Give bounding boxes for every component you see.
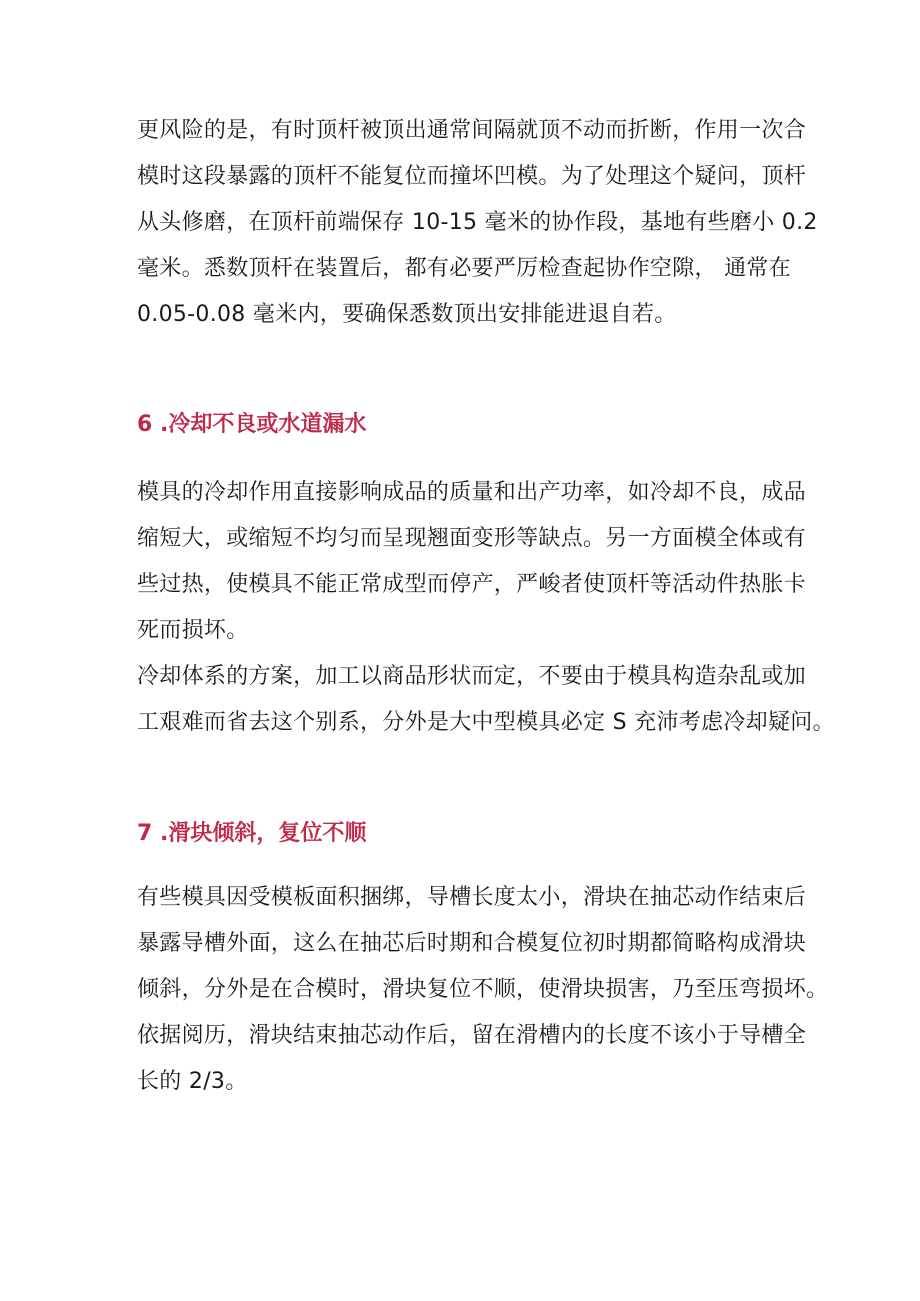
section-6-body [137, 470, 835, 746]
text-line: 从头修磨，在顶杆前端保存 10-15 毫米的协作段，基地有些磨小 0.2 [137, 210, 818, 235]
text-line: 依据阅历，滑块结束抽芯动作后，留在滑槽内的长度不该小于导槽全 [137, 1023, 807, 1048]
text-line: 有些模具因受模板面积捆绑，导槽长度太小，滑块在抽芯动作结束后 [137, 885, 807, 910]
text-line: 冷却体系的方案，加工以商品形状而定，不要由于模具构造杂乱或加 [137, 664, 807, 689]
text-line: 缩短大，或缩短不均匀而呈现翘面变形等缺点。另一方面模全体或有 [137, 526, 807, 551]
text-line: 长的 2/3。 [137, 1069, 248, 1094]
text-line: 更风险的是，有时顶杆被顶出通常间隔就顶不动而折断，作用一次合 [137, 118, 807, 143]
text-line: 死而损坏。 [137, 618, 249, 643]
text-line: 暴露导槽外面，这么在抽芯后时期和合模复位初时期都简略构成滑块 [137, 931, 807, 956]
text-line: 倾斜，分外是在合模时，滑块复位不顺，使滑块损害，乃至压弯损坏。 [137, 977, 829, 1002]
text-line: 0.05-0.08 毫米内，要确保悉数顶出安排能进退自若。 [137, 302, 677, 327]
text-line: 模时这段暴露的顶杆不能复位而撞坏凹模。为了处理这个疑问，顶杆 [137, 164, 807, 189]
text-line: 模具的冷却作用直接影响成品的质量和出产功率，如冷却不良，成品 [137, 480, 807, 505]
text-line: 毫米。悉数顶杆在装置后，都有必要严厉检查起协作空隙， 通常在 [137, 256, 791, 281]
text-line: 工艰难而省去这个别系，分外是大中型模具必定 S 充沛考虑冷却疑问。 [137, 710, 835, 735]
section-heading-6: 6 .冷却不良或水道漏水 [137, 412, 367, 437]
intro-paragraph [137, 108, 818, 338]
section-7-body [137, 875, 829, 1105]
section-heading-7: 7 .滑块倾斜，复位不顺 [137, 821, 367, 846]
text-line: 些过热，使模具不能正常成型而停产，严峻者使顶杆等活动件热胀卡 [137, 572, 807, 597]
